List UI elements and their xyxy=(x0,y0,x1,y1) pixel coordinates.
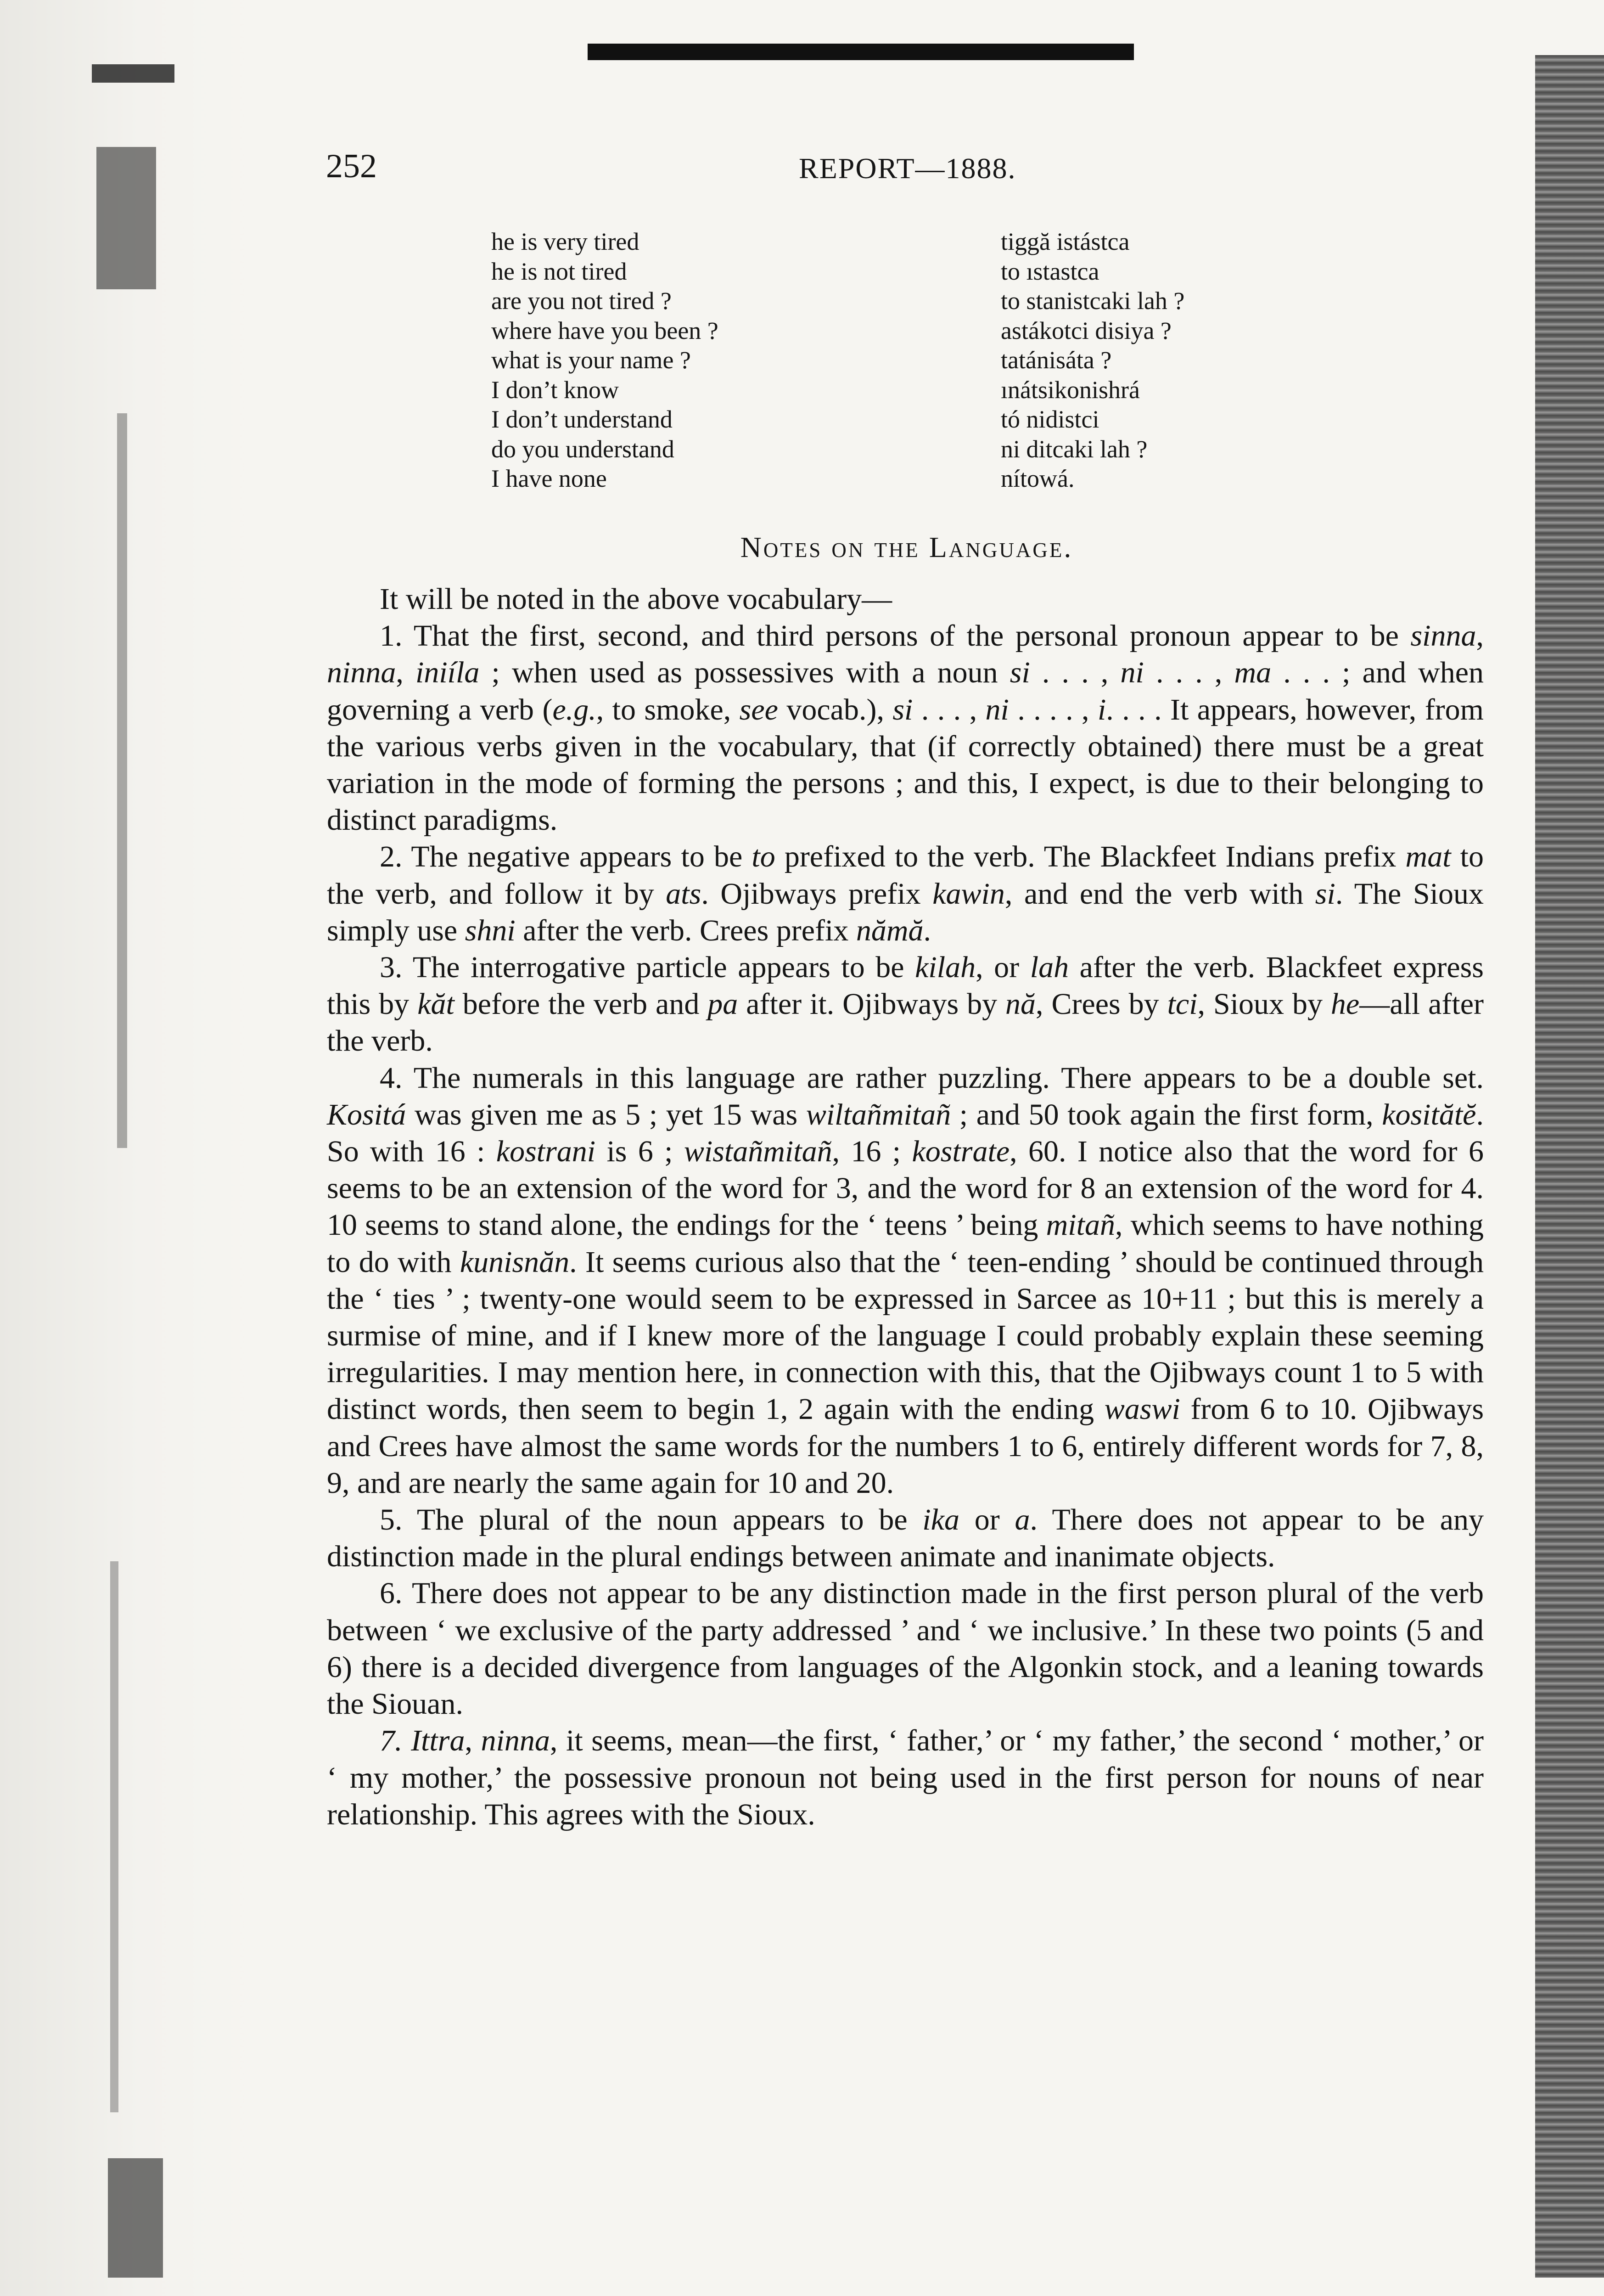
text-run: —all after the verb. xyxy=(327,987,1484,1058)
italic-term: kostrate xyxy=(912,1135,1010,1169)
italic-term: ika xyxy=(922,1503,959,1537)
vocab-english: I have none xyxy=(491,465,607,492)
text-run: 3. The interrogative particle appears to be xyxy=(380,951,915,985)
italic-term: ninna xyxy=(327,656,396,690)
note-paragraph-4 xyxy=(327,1060,1484,1502)
vocab-sarcee: ni ditcaki lah ? xyxy=(1001,435,1148,463)
text-run: ; and 50 took again the first form, xyxy=(951,1097,1382,1131)
vocabulary-row xyxy=(491,287,1318,316)
scan-artifact xyxy=(108,2158,163,2278)
vocabulary-row xyxy=(491,227,1318,257)
text-run: , Crees by xyxy=(1036,987,1167,1021)
text-run: , Sioux by xyxy=(1197,987,1331,1021)
text-run: , and end the verb with xyxy=(1004,877,1315,911)
italic-term: i xyxy=(1097,692,1106,726)
text-run: from 6 to 10. Ojibways and Crees have almost the same words for the numbers 1 to 6, entirely different words for 7, 8, 9, and are nearly the same again for 10 and 20. xyxy=(327,1392,1484,1500)
text-run: 2. The negative appears to be xyxy=(380,840,752,874)
italic-term: wiltañmitañ xyxy=(806,1097,951,1131)
italic-term: kostrani xyxy=(496,1135,596,1169)
italic-term: mat xyxy=(1405,840,1451,874)
text-run: before the verb and xyxy=(454,987,708,1021)
italic-term: ma xyxy=(1234,656,1272,690)
text-run: prefixed to the verb. The Blackfeet Indians prefix xyxy=(775,840,1406,874)
italic-term: nămă xyxy=(856,913,924,947)
italic-term: Kositá xyxy=(327,1097,406,1131)
vocab-sarcee: nítowá. xyxy=(1001,465,1075,492)
section-heading: Notes on the Language. xyxy=(740,531,1073,563)
text-run: , 60. I notice also that the word for 6 seems to be an extension of the word for 3, and the word for 8 an extension of the word for 4. 10 seems to stand alone, the endings for the ‘ teens ’ being xyxy=(327,1135,1484,1242)
page-header xyxy=(326,147,1474,202)
vocabulary-list xyxy=(491,227,1318,494)
text-run: after the verb. Crees prefix xyxy=(515,913,856,947)
vocab-english: he is very tired xyxy=(491,228,639,255)
page-number: 252 xyxy=(326,147,377,185)
italic-term: pa xyxy=(707,987,738,1021)
text-run: , xyxy=(396,656,415,690)
text-run: . . . ; and when governing a verb ( xyxy=(327,656,1484,726)
vocab-english: where have you been ? xyxy=(491,316,718,344)
italic-term: he xyxy=(1330,987,1360,1021)
text-run: to the verb, and follow it by xyxy=(327,840,1484,911)
scan-artifact xyxy=(92,64,174,83)
vocab-sarcee: tiggă istástca xyxy=(1001,228,1130,255)
text-run: vocab.), xyxy=(778,692,893,726)
text-run: or xyxy=(959,1503,1015,1537)
vocab-sarcee: to stanistcaki lah ? xyxy=(1001,287,1185,315)
text-run: . There does not appear to be any distinction made in the plural endings between animate and inanimate objects. xyxy=(327,1503,1484,1574)
vocab-english: I don’t know xyxy=(491,376,619,404)
text-run: . So with 16 : xyxy=(327,1097,1484,1169)
text-run: . Ojibways prefix xyxy=(701,877,933,911)
vocab-english: are you not tired ? xyxy=(491,287,672,315)
italic-term: sinna xyxy=(1410,619,1476,653)
text-run: , 16 ; xyxy=(832,1135,912,1169)
text-run: 4. The numerals in this language are rather puzzling. There appears to be a double set. xyxy=(380,1061,1484,1095)
italic-term: iniíla xyxy=(415,656,480,690)
vocabulary-row xyxy=(491,316,1318,346)
vocabulary-row xyxy=(491,346,1318,376)
vocab-sarcee: tatánisáta ? xyxy=(1001,346,1112,374)
scan-artifact xyxy=(117,413,127,1148)
italic-term: shni xyxy=(465,913,516,947)
text-run: . . . . It appears, however, from the various verbs given in the vocabulary, that (if correctly obtained) there must be a great variation in the mode of forming the persons ; and this, I expect, is due to their belonging to distinct paradigms. xyxy=(327,692,1484,837)
text-run: 1. That the first, second, and third persons of the personal pronoun appear to be xyxy=(380,619,1411,653)
italic-term: tci xyxy=(1167,987,1198,1021)
text-run: . It seems curious also that the ‘ teen-ending ’ should be continued through the ‘ ties ’ ; twenty-one would seem to be expressed in Sarcee as 10+11 ; but this is merely a surmise of mine, and if I knew more of the language I could probably explain these seeming irregularities. I may mention here, in connection with this, that the Ojibways count 1 to 5 with distinct words, then seem to begin 1, 2 again with the ending xyxy=(327,1245,1484,1426)
italic-term: kăt xyxy=(417,987,454,1021)
text-run: . . . , xyxy=(913,692,986,726)
italic-term: e.g. xyxy=(552,692,596,726)
vocabulary-row xyxy=(491,405,1318,435)
note-paragraph-6: 6. There does not appear to be any distinction made in the first person plural of the verb between ‘ we exclusive of the party addressed ’ and ‘ we inclusive.’ In these two points (5 and 6) there is a decided divergence from languages of the Algonkin stock, and a leaning towards the Siouan. xyxy=(327,1576,1484,1721)
vocab-sarcee: to ıstastca xyxy=(1001,257,1099,285)
text-run: is 6 ; xyxy=(595,1135,684,1169)
text-run: . xyxy=(923,913,931,947)
italic-term: to xyxy=(752,840,775,874)
italic-term: ninna xyxy=(481,1724,550,1758)
scan-artifact xyxy=(96,147,156,289)
text-run: . . . , xyxy=(1144,656,1234,690)
scan-artifact xyxy=(110,1561,118,2112)
note-paragraph-1 xyxy=(327,618,1484,838)
scan-top-bar xyxy=(588,44,1134,60)
vocabulary-row xyxy=(491,376,1318,405)
italic-term: kositătĕ xyxy=(1382,1097,1476,1131)
italic-term: si xyxy=(1315,877,1335,911)
notes-body xyxy=(327,581,1484,1833)
text-run: after it. Ojibways by xyxy=(738,987,1006,1021)
vocabulary-row xyxy=(491,464,1318,494)
vocabulary-row xyxy=(491,435,1318,465)
intro-paragraph: It will be noted in the above vocabulary— xyxy=(380,582,892,616)
note-paragraph-7 xyxy=(327,1722,1484,1833)
italic-term: nă xyxy=(1005,987,1036,1021)
italic-term: kunisnăn xyxy=(460,1245,570,1279)
italic-term: si xyxy=(1010,656,1030,690)
text-run: . The Sioux simply use xyxy=(327,877,1484,947)
text-run: . . . , xyxy=(1030,656,1121,690)
vocab-sarcee: tó nidistci xyxy=(1001,405,1099,433)
text-run: after the verb. Blackfeet express this by xyxy=(327,951,1484,1021)
italic-term: wistañmitañ xyxy=(684,1135,832,1169)
text-run: , xyxy=(465,1724,481,1758)
italic-term: 7. Ittra xyxy=(380,1724,465,1758)
scan-right-margin xyxy=(1535,55,1604,2278)
text-run: . . . . , xyxy=(1009,692,1098,726)
note-paragraph-2 xyxy=(327,838,1484,949)
text-run: , it seems, mean—the first, ‘ father,’ or ‘ my father,’ the second ‘ mother,’ or ‘ my mother,’ the possessive pronoun not being used in the first person for nouns of near relationship. This agrees with the Sioux. xyxy=(327,1724,1484,1831)
note-paragraph-3 xyxy=(327,949,1484,1060)
vocab-english: he is not tired xyxy=(491,257,627,285)
italic-term: ni xyxy=(1120,656,1144,690)
vocab-english: do you understand xyxy=(491,435,674,463)
vocab-english: I don’t understand xyxy=(491,405,673,433)
italic-term: mitañ xyxy=(1046,1208,1115,1242)
scan-left-margin xyxy=(0,0,257,2296)
text-run: ; when used as possessives with a noun xyxy=(479,656,1010,690)
italic-term: kawin xyxy=(932,877,1005,911)
italic-term: a xyxy=(1015,1503,1030,1537)
text-run: , to smoke, xyxy=(596,692,740,726)
text-run: , which seems to have nothing to do with xyxy=(327,1208,1484,1279)
note-paragraph-5 xyxy=(327,1502,1484,1575)
vocab-sarcee: ınátsikonishrá xyxy=(1001,376,1140,404)
italic-term: si xyxy=(892,692,913,726)
italic-term: kilah xyxy=(915,951,976,985)
text-run: , xyxy=(1476,619,1484,653)
italic-term: ats xyxy=(666,877,701,911)
vocab-sarcee: astákotci disiya ? xyxy=(1001,316,1172,344)
text-run: was given me as 5 ; yet 15 was xyxy=(406,1097,806,1131)
text-run: 5. The plural of the noun appears to be xyxy=(380,1503,923,1537)
vocabulary-row xyxy=(491,257,1318,287)
italic-term: see xyxy=(739,692,778,726)
italic-term: ni xyxy=(985,692,1009,726)
italic-term: lah xyxy=(1030,951,1069,985)
running-title: REPORT—1888. xyxy=(799,152,1016,185)
vocab-english: what is your name ? xyxy=(491,346,691,374)
text-run: , or xyxy=(976,951,1030,985)
italic-term: waswi xyxy=(1104,1392,1180,1426)
